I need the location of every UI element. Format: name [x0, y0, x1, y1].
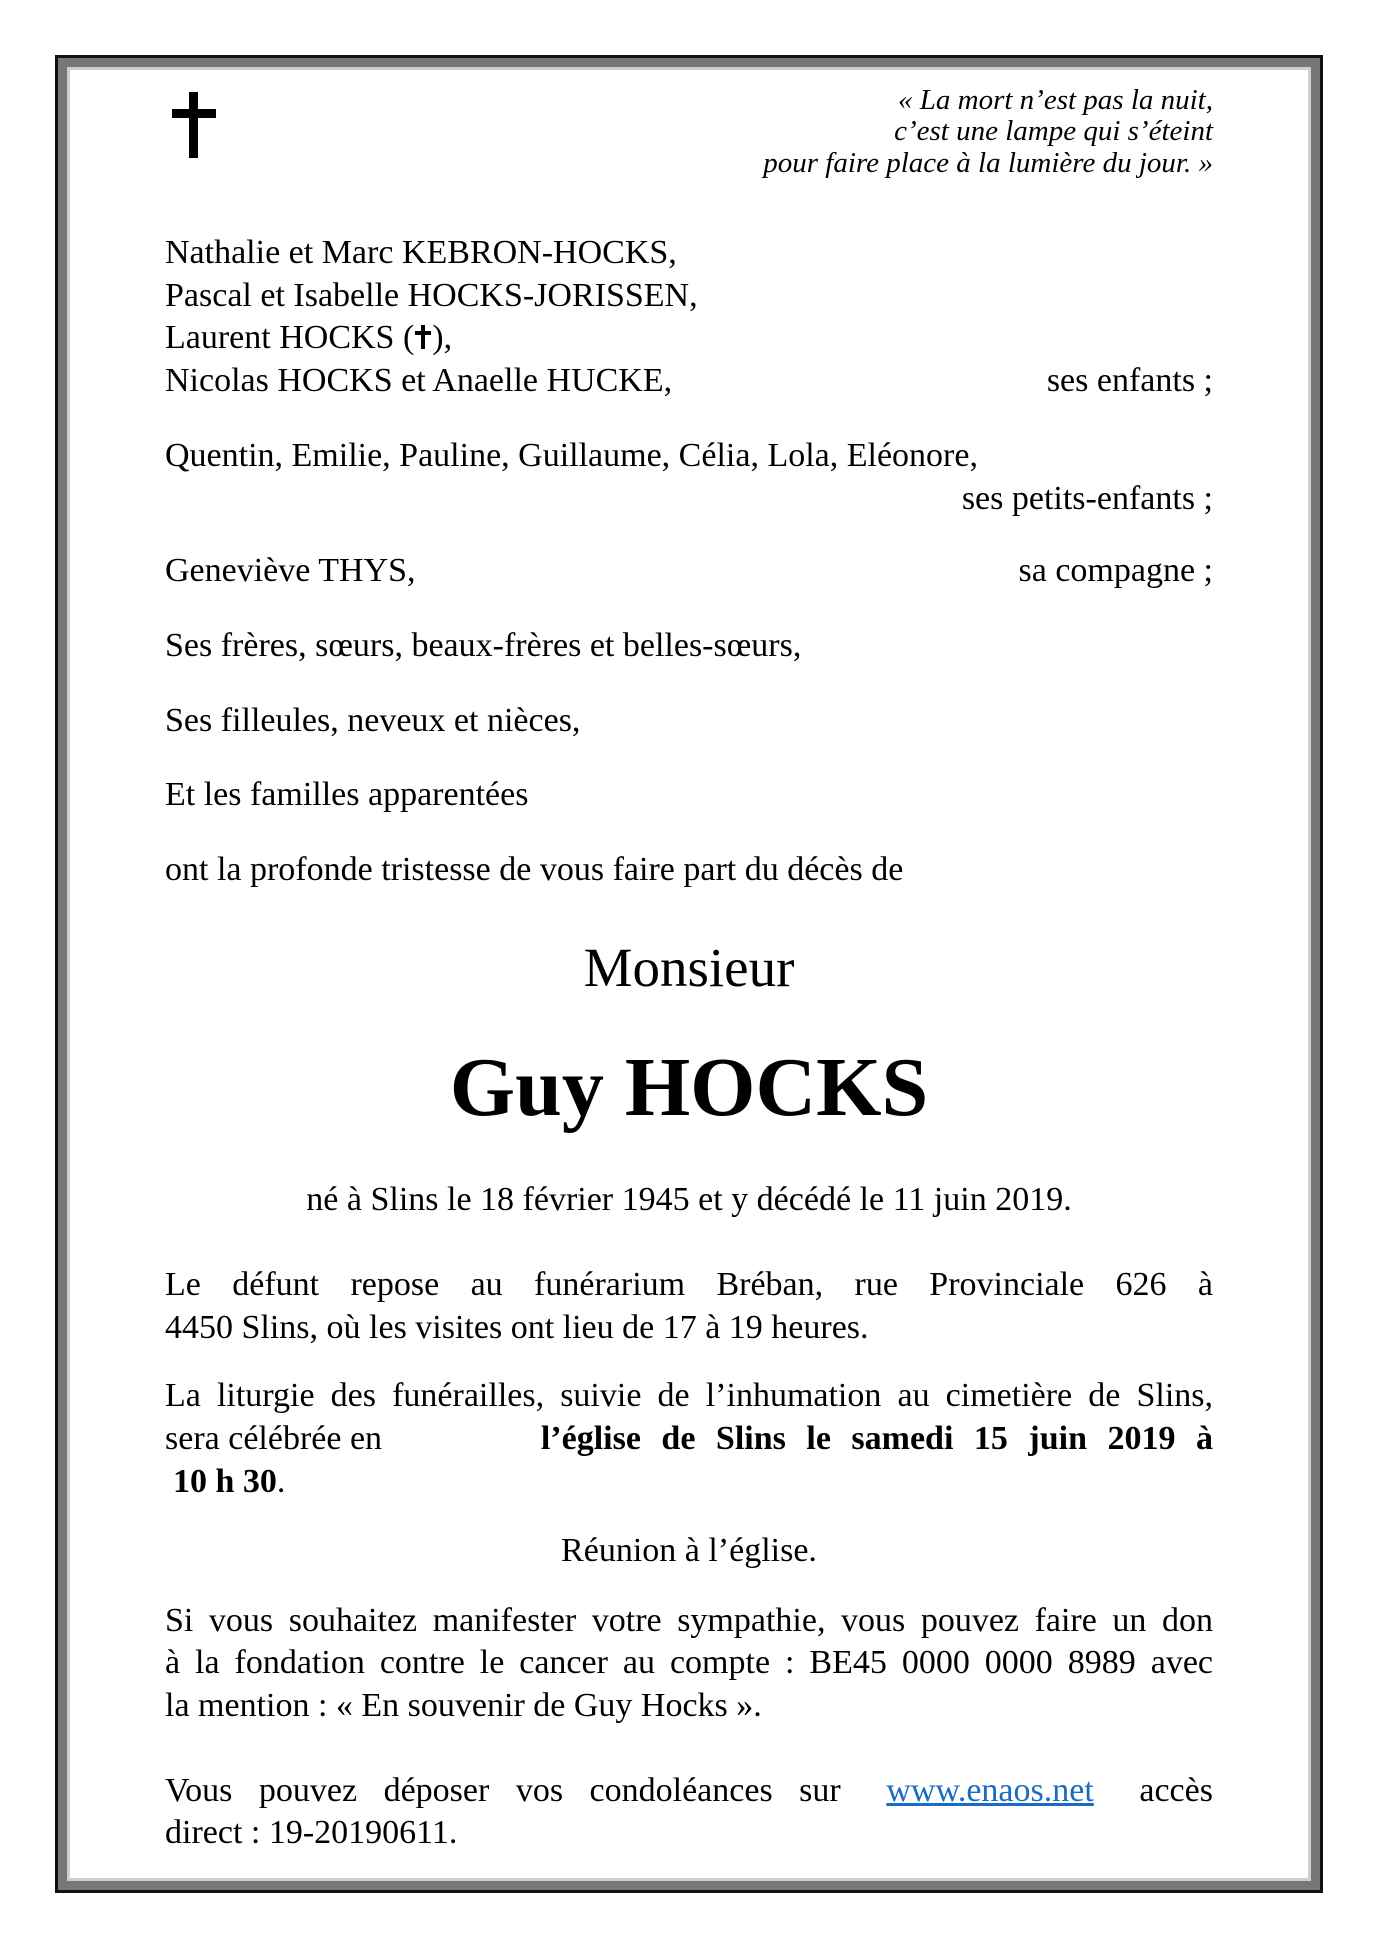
condolences-text: Vous pouvez déposer vos condoléances sur	[165, 1772, 841, 1809]
condolences-link[interactable]: www.enaos.net	[886, 1772, 1094, 1809]
grandchildren-role: ses petits-enfants ;	[961, 480, 1213, 517]
companion-name: Geneviève THYS,	[165, 552, 416, 589]
donation-line: la mention : « En souvenir de Guy Hocks ».	[165, 1687, 762, 1724]
funeral-time: 10 h 30	[173, 1463, 277, 1500]
quote-line: c’est une lampe qui s’éteint	[894, 115, 1213, 147]
family-line: Ses filleules, neveux et nièces,	[165, 702, 581, 739]
funeral-location-date: l’église de Slins le samedi 15 juin 2019 à	[540, 1420, 1213, 1457]
condolences-access: accès	[1139, 1772, 1213, 1809]
visitation-line: 4450 Slins, où les visites ont lieu de 17 à 19 heures.	[165, 1309, 869, 1346]
funeral-text: sera célébrée en	[165, 1420, 383, 1457]
child-suffix: ),	[432, 319, 453, 356]
grandchildren-names: Quentin, Emilie, Pauline, Guillaume, Célia, Lola, Eléonore,	[165, 437, 978, 474]
quote-line: « La mort n’est pas la nuit,	[898, 84, 1213, 116]
child-name: Laurent HOCKS (	[165, 319, 415, 356]
companion-role: sa compagne ;	[1018, 552, 1213, 589]
donation-line: Si vous souhaitez manifester votre sympathie, vous pouvez faire un don	[165, 1602, 1213, 1639]
announcement-line: ont la profonde tristesse de vous faire part du décès de	[165, 851, 904, 888]
funeral-line-2	[165, 1422, 1213, 1456]
cross-icon	[415, 325, 431, 349]
family-line: Ses frères, sœurs, beaux-frères et belles-sœurs,	[165, 627, 802, 664]
condolences-line-1	[165, 1774, 1213, 1808]
meeting-note: Réunion à l’église.	[561, 1532, 817, 1569]
deceased-dates: né à Slins le 18 février 1945 et y décédé le 11 juin 2019.	[306, 1181, 1072, 1218]
companion-line	[165, 554, 1213, 588]
child-line-last	[165, 364, 1213, 398]
deceased-name: Guy HOCKS	[449, 1041, 929, 1134]
condolences-line-2: direct : 19-20190611.	[165, 1814, 458, 1851]
visitation-line: Le défunt repose au funérarium Bréban, rue Provinciale 626 à	[165, 1266, 1213, 1303]
children-role: ses enfants ;	[1046, 362, 1213, 399]
child-name: Nicolas HOCKS et Anaelle HUCKE,	[165, 362, 673, 399]
funeral-period: .	[276, 1463, 286, 1500]
quote-line: pour faire place à la lumière du jour. »	[763, 147, 1213, 179]
child-line-laurent	[165, 321, 1213, 355]
funeral-line-3	[165, 1465, 1221, 1499]
deceased-title: Monsieur	[583, 937, 795, 998]
funeral-line: La liturgie des funérailles, suivie de l’inhumation au cimetière de Slins,	[165, 1377, 1213, 1414]
family-line: Et les familles apparentées	[165, 776, 529, 813]
child-line: Pascal et Isabelle HOCKS-JORISSEN,	[165, 277, 698, 314]
donation-line: à la fondation contre le cancer au compte : BE45 0000 0000 8989 avec	[165, 1644, 1213, 1681]
child-line: Nathalie et Marc KEBRON-HOCKS,	[165, 234, 677, 271]
